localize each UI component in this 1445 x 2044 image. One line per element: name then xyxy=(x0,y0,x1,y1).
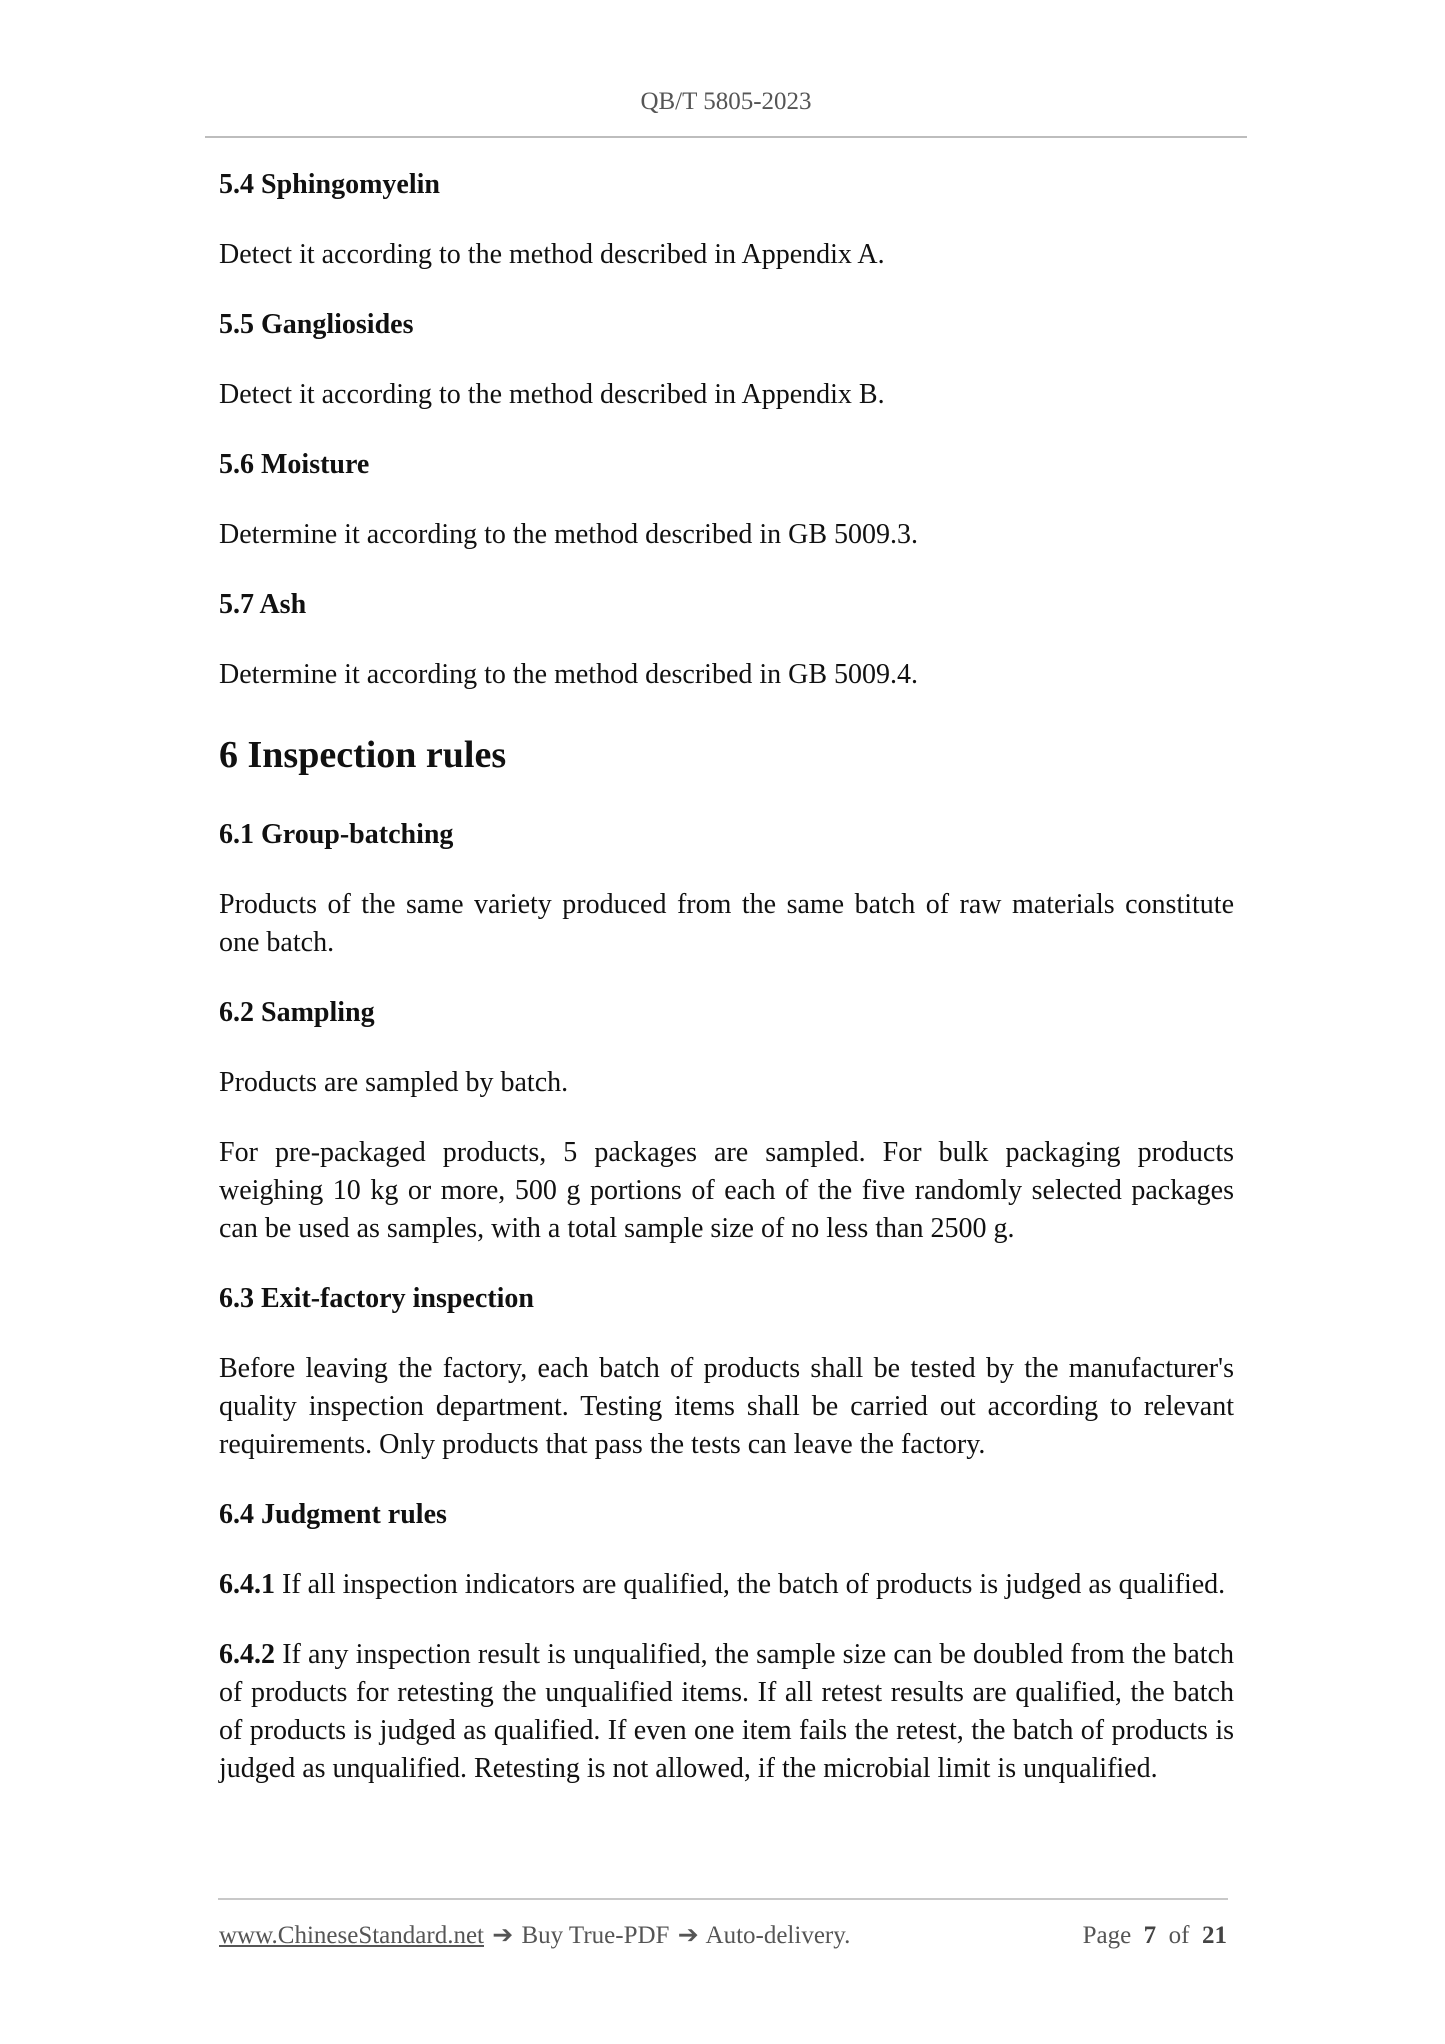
page-header xyxy=(205,84,1247,120)
header-divider xyxy=(205,136,1247,138)
section-5-4-heading: 5.4 Sphingomyelin xyxy=(219,169,440,200)
section-6-heading: 6 Inspection rules xyxy=(219,734,507,776)
clause-number-6-4-2: 6.4.2 xyxy=(219,1639,275,1670)
section-6-4-heading: 6.4 Judgment rules xyxy=(219,1499,447,1530)
auto-delivery-text: Auto-delivery. xyxy=(705,1922,851,1949)
footer-promo xyxy=(219,1918,850,1954)
section-6-1-heading: 6.1 Group-batching xyxy=(219,819,454,850)
page-number xyxy=(1083,1918,1227,1954)
clause-text-6-4-1: If all inspection indicators are qualified, the batch of products is judged as qualified. xyxy=(282,1569,1226,1600)
page-label: Page xyxy=(1082,1922,1132,1949)
arrow-right-icon: ➔ xyxy=(492,1922,514,1949)
section-5-6-text: Determine it according to the method described in GB 5009.3. xyxy=(219,519,919,550)
page-total: 21 xyxy=(1202,1922,1227,1949)
clause-text-6-4-2: If any inspection result is unqualified, the sample size can be doubled from the batch of products for retesting the unqualified items. If all retest results are qualified, the batch of products is judged as qualified. If even one item fails the retest, the batch of products is judged as unqualified. Retesting is not allowed, if the microbial limit is unqualified. xyxy=(219,1639,1235,1784)
section-5-4-text: Detect it according to the method described in Appendix A. xyxy=(219,239,885,270)
site-link[interactable]: www.ChineseStandard.net xyxy=(219,1922,484,1949)
section-6-3-heading: 6.3 Exit-factory inspection xyxy=(219,1283,534,1314)
footer-divider xyxy=(218,1898,1228,1900)
section-5-6-heading: 5.6 Moisture xyxy=(219,449,370,480)
page-footer xyxy=(219,1918,1227,1954)
section-5-7-heading: 5.7 Ash xyxy=(219,589,307,620)
section-6-4-1-paragraph xyxy=(219,1566,1234,1604)
section-6-2-heading: 6.2 Sampling xyxy=(219,997,375,1028)
document-body xyxy=(219,166,1234,1788)
arrow-right-icon: ➔ xyxy=(677,1922,699,1949)
section-5-5-heading: 5.5 Gangliosides xyxy=(219,309,414,340)
page-current: 7 xyxy=(1143,1922,1157,1949)
standard-code: QB/T 5805-2023 xyxy=(640,88,812,115)
page-of-label: of xyxy=(1168,1922,1190,1949)
section-6-2-text-2: For pre-packaged products, 5 packages are sampled. For bulk packaging products weighing 10 kg or more, 500 g portions of each of the five randomly selected packages can be used as samples, with a total sample size of no less than 2500 g. xyxy=(219,1137,1234,1244)
buy-true-pdf-text: Buy True-PDF xyxy=(521,1922,670,1949)
section-5-5-text: Detect it according to the method described in Appendix B. xyxy=(219,379,885,410)
section-6-1-text: Products of the same variety produced from the same batch of raw materials constitute one batch. xyxy=(219,889,1234,958)
clause-number-6-4-1: 6.4.1 xyxy=(219,1569,275,1600)
section-6-3-text: Before leaving the factory, each batch of products shall be tested by the manufacturer's quality inspection department. Testing items shall be carried out according to relevant requirements. Only products that pass the tests can leave the factory. xyxy=(219,1353,1234,1460)
section-5-7-text: Determine it according to the method described in GB 5009.4. xyxy=(219,659,919,690)
section-6-4-2-paragraph xyxy=(219,1636,1234,1788)
section-6-2-text-1: Products are sampled by batch. xyxy=(219,1067,569,1098)
